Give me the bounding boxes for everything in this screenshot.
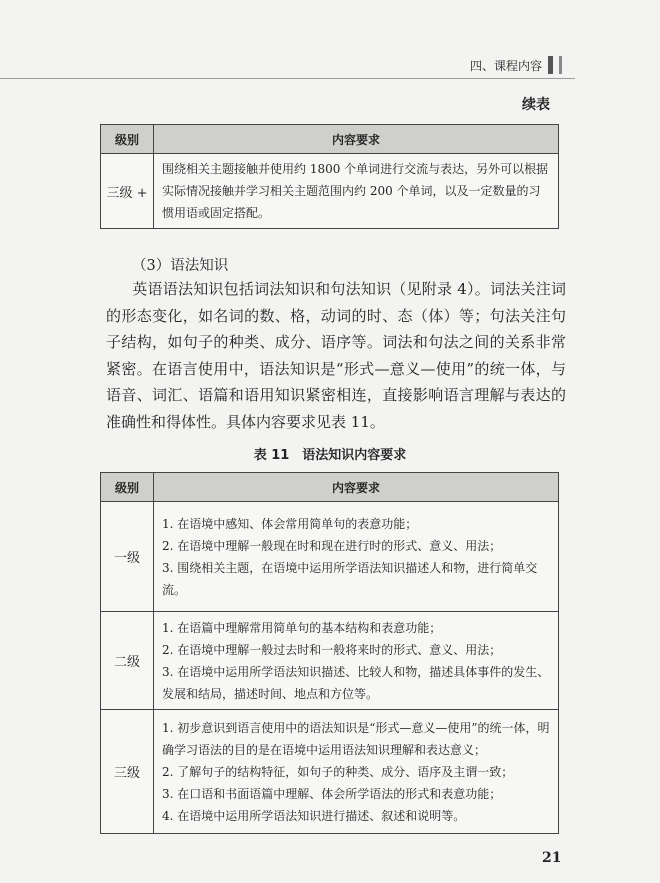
continued-table — [100, 124, 559, 229]
chapter-title: 四、课程内容 — [470, 58, 543, 73]
list-item: 2. 了解句子的结构特征，如句子的种类、成分、语序及主谓一致； — [162, 764, 514, 779]
list-item: 1. 在语境中感知、体会常用简单句的表意功能； — [162, 516, 418, 531]
list-item: 1. 初步意识到语言使用中的语法知识是“形式—意义—使用”的统一体，明确学习语法的目的是在语境中运用语法知识理解和表达意义； — [162, 720, 550, 757]
list-item: 2. 在语境中理解一般现在时和现在进行时的形式、意义、用法； — [162, 538, 502, 553]
header-rule — [0, 78, 575, 79]
table-row — [101, 502, 559, 612]
running-header — [470, 52, 562, 78]
table-row — [101, 154, 559, 229]
table-row — [101, 710, 559, 834]
table-row — [101, 612, 559, 710]
content-cell — [154, 612, 559, 710]
page-number: 21 — [542, 850, 562, 866]
list-item: 4. 在语境中运用所学语法知识进行描述、叙述和说明等。 — [162, 808, 466, 823]
body-paragraph — [106, 276, 566, 435]
header-level: 级别 — [101, 125, 154, 154]
level-cell: 三级 + — [101, 154, 154, 229]
header-level: 级别 — [101, 473, 154, 502]
list-item: 3. 在口语和书面语篇中理解、体会所学语法的形式和表意功能； — [162, 786, 502, 801]
content-cell — [154, 502, 559, 612]
grammar-table — [100, 472, 559, 834]
list-item: 1. 在语篇中理解常用简单句的基本结构和表意功能； — [162, 620, 442, 635]
content-cell — [154, 710, 559, 834]
header-content: 内容要求 — [154, 125, 559, 154]
list-item: 3. 围绕相关主题，在语境中运用所学语法知识描述人和物，进行简单交流。 — [162, 560, 538, 597]
content-cell: 围绕相关主题接触并使用约 1800 个单词进行交流与表达，另外可以根据实际情况接触并学习相关主题范围内约 200 个单词，以及一定数量的习惯用语或固定搭配。 — [154, 154, 559, 229]
level-cell: 二级 — [101, 612, 154, 710]
list-item: 3. 在语境中运用所学语法知识描述、比较人和物，描述具体事件的发生、发展和结局，描述时间、地点和方位等。 — [162, 664, 550, 701]
paragraph-text: 英语语法知识包括词法知识和句法知识（见附录 4）。词法关注词的形态变化，如名词的数、格，动词的时、态（体）等；句法关注句子结构，如句子的种类、成分、语序等。词法和句法之间的关系非常紧密。在语言使用中，语法知识是“形式—意义—使用”的统一体，与语音、词汇、语篇和语用知识紧密相连，直接影响语言理解与表达的准确性和得体性。具体内容要求见表 11。 — [106, 280, 566, 431]
list-item: 2. 在语境中理解一般过去时和一般将来时的形式、意义、用法； — [162, 642, 502, 657]
section-heading: （3）语法知识 — [132, 258, 229, 274]
header-content: 内容要求 — [154, 473, 559, 502]
table-header-row — [101, 125, 559, 154]
level-cell: 一级 — [101, 502, 154, 612]
level-cell: 三级 — [101, 710, 154, 834]
continued-label: 续表 — [522, 97, 550, 113]
table-caption: 表 11 语法知识内容要求 — [253, 448, 407, 463]
header-bar-thin-icon — [559, 56, 562, 74]
table-header-row — [101, 473, 559, 502]
header-bar-icon — [548, 56, 553, 74]
